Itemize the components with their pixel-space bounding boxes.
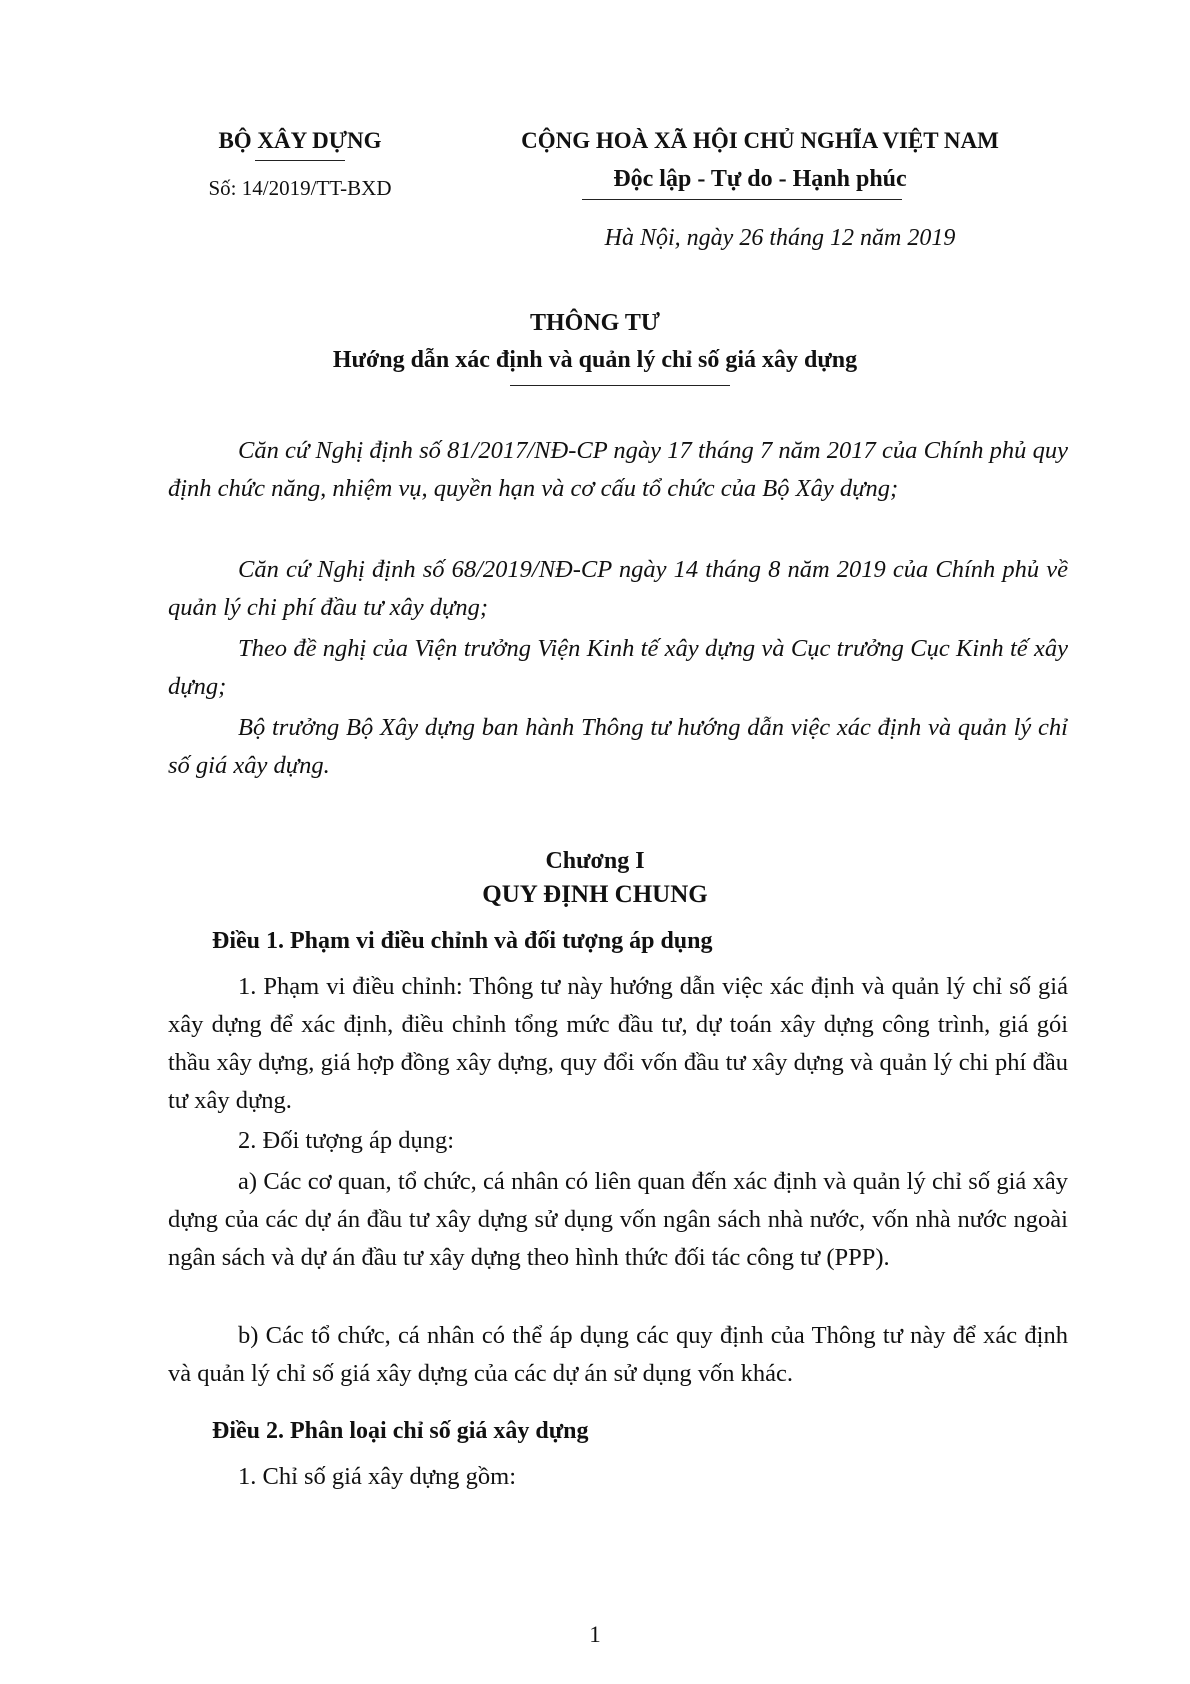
article-1-item-2b: b) Các tổ chức, cá nhân có thể áp dụng các quy định của Thông tư này để xác định và quản lý chỉ số giá xây dựng của các dự án sử dụng vốn khác. [168, 1322, 1068, 1387]
article-2-heading: Điều 2. Phân loại chỉ số giá xây dựng [212, 1418, 589, 1444]
preamble-clause-2: Căn cứ Nghị định số 68/2019/NĐ-CP ngày 14 tháng 8 năm 2019 của Chính phủ về quản lý chi phí đầu tư xây dựng; [168, 556, 1068, 621]
preamble-clause-3: Theo đề nghị của Viện trưởng Viện Kinh tế xây dựng và Cục trưởng Cục Kinh tế xây dựng; [168, 635, 1068, 700]
national-motto: Độc lập - Tự do - Hạnh phúc [613, 166, 907, 192]
article-1-item-2: 2. Đối tượng áp dụng: [238, 1127, 455, 1154]
document-subject: Hướng dẫn xác định và quản lý chỉ số giá xây dựng [332, 347, 858, 373]
article-1-item-1: 1. Phạm vi điều chỉnh: Thông tư này hướng dẫn việc xác định và quản lý chỉ số giá xây dựng để xác định, điều chỉnh tổng mức đầu tư, dự toán xây dựng công trình, giá gói thầu xây dựng, giá hợp đồng xây dựng, quy đổi vốn đầu tư xây dựng và quản lý chi phí đầu tư xây dựng. [168, 973, 1068, 1114]
article-1-heading: Điều 1. Phạm vi điều chỉnh và đối tượng áp dụng [212, 928, 713, 954]
article-2-item-1: 1. Chỉ số giá xây dựng gồm: [238, 1463, 517, 1490]
agency-underline [255, 160, 345, 161]
document-type: THÔNG TƯ [529, 310, 661, 336]
motto-underline [582, 199, 902, 200]
preamble-clause-4: Bộ trưởng Bộ Xây dựng ban hành Thông tư hướng dẫn việc xác định và quản lý chỉ số giá xây dựng. [168, 714, 1068, 779]
national-title: CỘNG HOÀ XÃ HỘI CHỦ NGHĨA VIỆT NAM [521, 128, 999, 153]
document-number: Số: 14/2019/TT-BXD [208, 176, 392, 200]
chapter-name: QUY ĐỊNH CHUNG [482, 881, 708, 908]
preamble-clause-1: Căn cứ Nghị định số 81/2017/NĐ-CP ngày 17 tháng 7 năm 2017 của Chính phủ quy định chức năng, nhiệm vụ, quyền hạn và cơ cấu tổ chức của Bộ Xây dựng; [168, 437, 1068, 502]
place-and-date: Hà Nội, ngày 26 tháng 12 năm 2019 [604, 225, 956, 251]
title-underline [510, 385, 730, 386]
article-1-item-2a: a) Các cơ quan, tổ chức, cá nhân có liên quan đến xác định và quản lý chỉ số giá xây dựng của các dự án đầu tư xây dựng sử dụng vốn ngân sách nhà nước, vốn nhà nước ngoài ngân sách và dự án đầu tư xây dựng theo hình thức đối tác công tư (PPP). [168, 1168, 1068, 1271]
page-number: 1 [589, 1622, 601, 1647]
issuing-agency: BỘ XÂY DỰNG [218, 128, 382, 153]
chapter-label: Chương I [545, 848, 645, 874]
